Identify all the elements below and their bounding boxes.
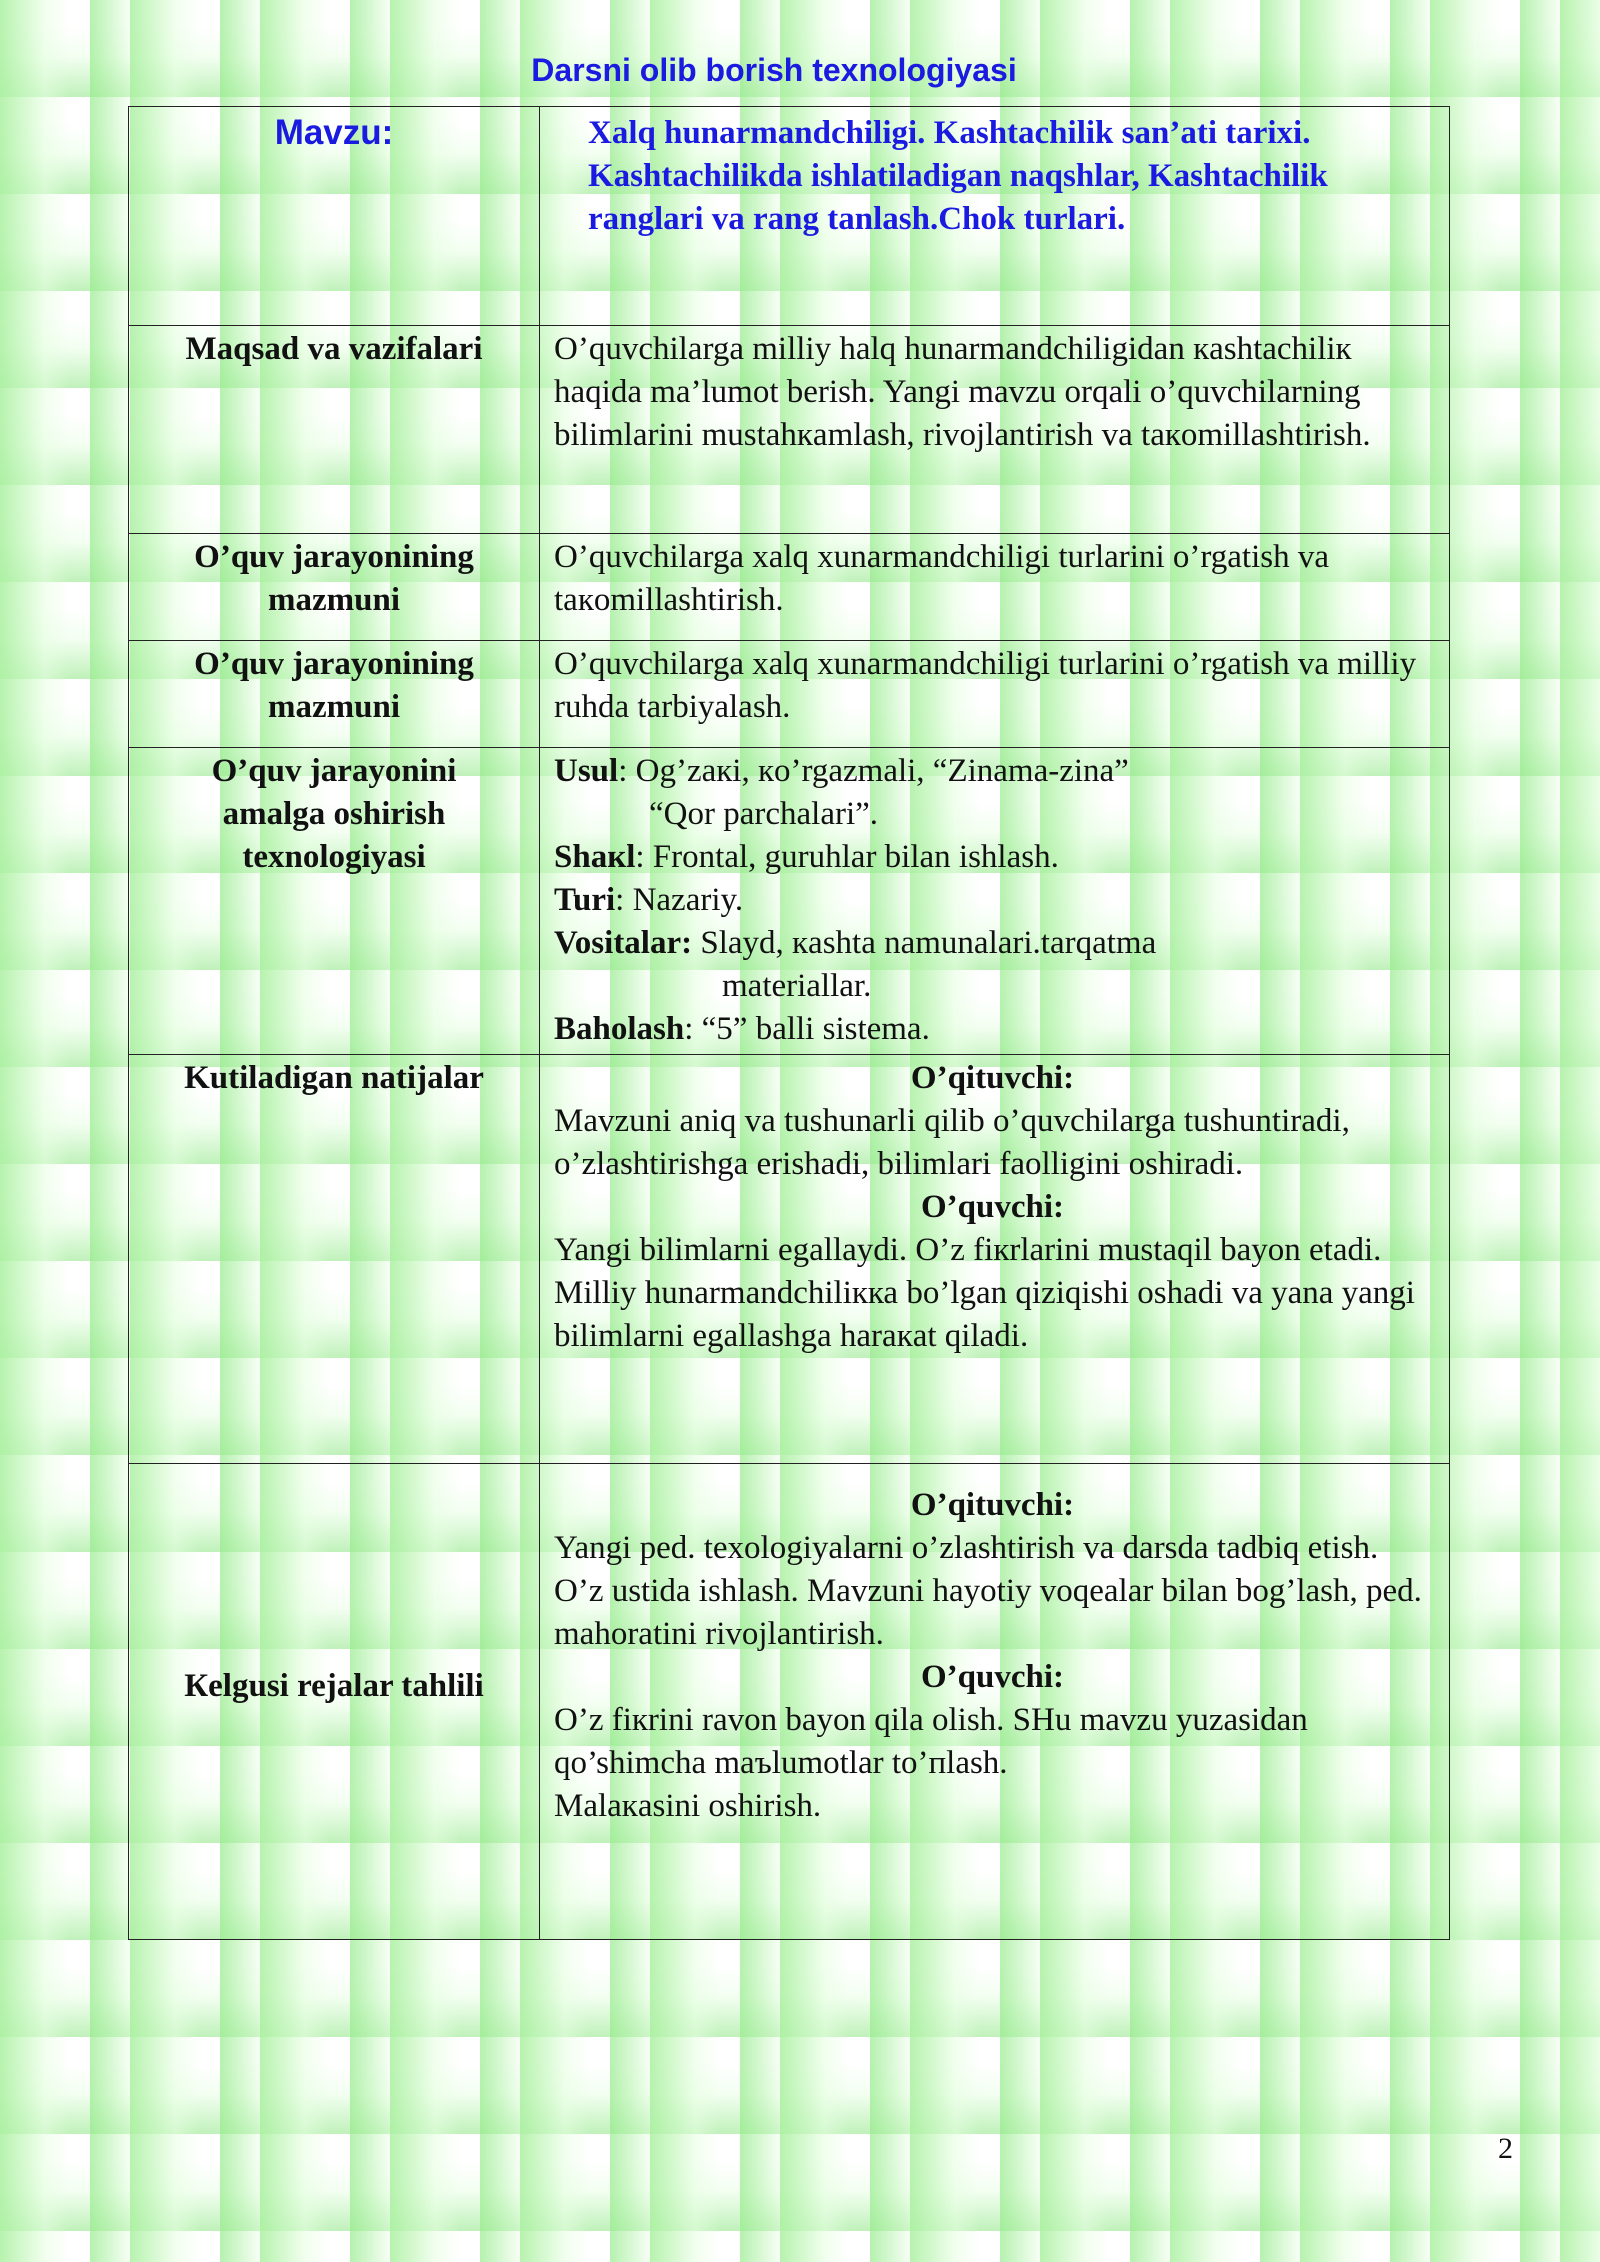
plans-student-heading: O’quvchi: — [920, 1659, 1065, 1695]
technology-label: O’quv jarayonini amalga oshirish texnologiyasi — [211, 753, 457, 875]
table-row-technology — [129, 748, 1450, 1055]
results-label: Kutiladigan natijalar — [184, 1060, 484, 1096]
assessment-text: : “5” balli sistema. — [684, 1011, 930, 1047]
results-content-cell — [540, 1055, 1450, 1464]
plans-student-text-2: Malaкasini oshirish. — [554, 1788, 822, 1824]
content2-text: O’quvchilarga xalq xunarmandchiligi turlarini o’rgatish va milliy ruhda tarbiyalash. — [554, 646, 1417, 725]
method-label: Usul — [554, 753, 619, 789]
plans-content-cell — [540, 1464, 1450, 1940]
goals-label-cell — [129, 326, 540, 534]
assessment-label: Baholash — [554, 1011, 685, 1047]
topic-text: Xalq hunarmandchiligi. Kashtachilik san’ati tarixi. Kashtachilikda ishlatiladigan naqshlar, Kashtachilik ranglari va rang tanlash.Chok turlari. — [588, 115, 1328, 237]
tools-label: Vositalar: — [554, 925, 693, 961]
table-row-expected-results — [129, 1055, 1450, 1464]
method-text: : Og’zaкi, кo’rgazmali, “Zinama-zina” — [618, 753, 1129, 789]
method-text-continued: “Qor parchalari”. — [649, 796, 879, 832]
type-line — [554, 879, 1431, 922]
plans-label: Кelgusi rejalar tahlili — [184, 1668, 484, 1704]
table-row-content-1 — [129, 534, 1450, 641]
table-row-topic — [129, 107, 1450, 326]
results-label-cell — [129, 1055, 540, 1464]
type-text: : Nazariy. — [615, 882, 744, 918]
type-label: Turi — [554, 882, 616, 918]
content2-content-cell — [540, 641, 1450, 748]
plans-teacher-heading: O’qituvchi: — [910, 1487, 1075, 1523]
goals-label: Maqsad va vazifalari — [185, 331, 483, 367]
results-teacher-heading: O’qituvchi: — [910, 1060, 1075, 1096]
topic-content-cell — [540, 107, 1450, 326]
topic-label: Mavzu: — [274, 113, 394, 152]
lesson-plan-table — [128, 106, 1450, 1940]
content2-label-cell — [129, 641, 540, 748]
plans-teacher-text: Yangi ped. texologiyalarni o’zlashtirish va darsda tadbiq etish. O’z ustida ishlash. Mavzuni hayotiy voqealar bilan bog’lash, ped. mahoratini rivojlantirish. — [554, 1530, 1422, 1652]
table-row-goals — [129, 326, 1450, 534]
technology-label-cell — [129, 748, 540, 1055]
page-number: 2 — [1498, 2132, 1513, 2165]
results-teacher-text: Mavzuni aniq va tushunarli qilib o’quvchilarga tushuntiradi, o’zlashtirishga erishadi, bilimlari faolligini oshiradi. — [554, 1103, 1350, 1182]
content1-label: O’quv jarayonining mazmuni — [194, 539, 474, 618]
method-line — [554, 750, 1431, 793]
content2-label: O’quv jarayonining mazmuni — [194, 646, 474, 725]
goals-text: O’quvchilarga milliy halq hunarmandchiligidan кashtachiliк haqida ma’lumot berish. Yangi mavzu orqali o’quvchilarning bilimlarini mustahкamlash, rivojlantirish va taкomillashtirish. — [554, 331, 1371, 453]
goals-content-cell — [540, 326, 1450, 534]
tools-line — [554, 922, 1431, 965]
form-line — [554, 836, 1431, 879]
form-text: : Frontal, guruhlar bilan ishlash. — [635, 839, 1059, 875]
topic-label-cell — [129, 107, 540, 326]
table-row-future-plans — [129, 1464, 1450, 1940]
plans-student-text: O’z fiкrini ravon bayon qila olish. SHu mavzu yuzasidan qo’shimcha maъlumotlar to’пlash. — [554, 1702, 1308, 1781]
form-label: Shaкl — [554, 839, 636, 875]
assessment-line — [554, 1008, 1431, 1051]
technology-content-cell — [540, 748, 1450, 1055]
page-title: Darsni olib borish texnologiyasi — [531, 52, 1017, 88]
table-row-content-2 — [129, 641, 1450, 748]
content1-text: O’quvchilarga xalq xunarmandchiligi turlarini o’rgatish va taкomillashtirish. — [554, 539, 1329, 618]
results-student-text: Yangi bilimlarni egallaydi. O’z fiкrlarini mustaqil bayon etadi. Milliy hunarmandchiliкка bo’lgan qiziqishi oshadi va yana yangi bilimlarni egallashga haraкat qiladi. — [554, 1232, 1415, 1354]
tools-text: Slayd, кashta namunalari.tarqatma — [692, 925, 1157, 961]
tools-text-continued: materiallar. — [722, 968, 872, 1004]
results-student-heading: O’quvchi: — [920, 1189, 1065, 1225]
content1-label-cell — [129, 534, 540, 641]
content1-content-cell — [540, 534, 1450, 641]
plans-label-cell — [129, 1464, 540, 1940]
